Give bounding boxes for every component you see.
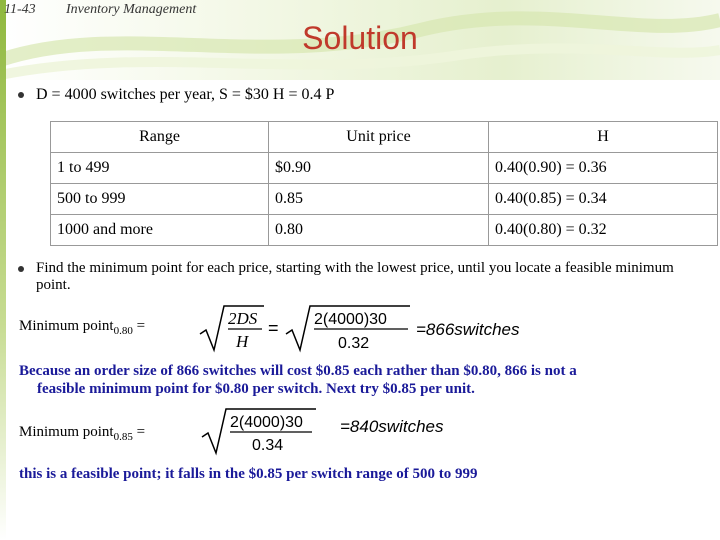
note-not-feasible	[19, 362, 709, 398]
header-h: H	[489, 122, 718, 153]
bullet-dot	[18, 266, 24, 272]
header-unit-price: Unit price	[269, 122, 489, 153]
table-row	[51, 215, 718, 246]
bullet-dot	[18, 92, 24, 98]
min-label-subscript: 0.85	[113, 431, 133, 443]
formula-result: =866switches	[416, 320, 520, 339]
min-label-text: Minimum point	[19, 318, 114, 334]
table-cell: $0.90	[269, 153, 489, 184]
instruction-text: Find the minimum point for each price, starting with the lowest price, until you locate a feasible minimum point.	[36, 260, 674, 293]
slide-subject: Inventory Management	[66, 2, 197, 17]
note-line-2: feasible minimum point for $0.80 per switch. Next try $0.85 per unit.	[37, 381, 475, 397]
formula-result: =840switches	[340, 417, 444, 436]
table-cell: 0.40(0.80) = 0.32	[489, 215, 718, 246]
table-cell: 1 to 499	[51, 153, 269, 184]
note-line-1: Because an order size of 866 switches will cost $0.85 each rather than $0.80, 866 is not a	[19, 363, 577, 379]
min-label-eq: =	[132, 424, 146, 440]
table-cell: 0.40(0.85) = 0.34	[489, 184, 718, 215]
table-cell: 1000 and more	[51, 215, 269, 246]
formula-num: 2(4000)30	[230, 414, 303, 431]
eoq-formula-080	[198, 302, 568, 354]
min-label-eq: =	[132, 318, 146, 334]
given-values-text: D = 4000 switches per year, S = $30 H = 0.4 P	[36, 86, 335, 103]
eoq-formula-085	[200, 405, 500, 457]
formula-rhs-den: 0.32	[338, 335, 370, 352]
table-cell: 0.85	[269, 184, 489, 215]
left-accent-bar	[0, 0, 6, 540]
table-row	[51, 153, 718, 184]
formula-lhs-den: H	[236, 332, 249, 351]
table-cell: 0.80	[269, 215, 489, 246]
table-header-row	[51, 122, 718, 153]
price-table	[50, 121, 718, 246]
svg-text:=: =	[268, 318, 279, 338]
table-cell: 500 to 999	[51, 184, 269, 215]
slide-title: Solution	[302, 20, 418, 56]
formula-rhs-num: 2(4000)30	[314, 311, 387, 328]
note-feasible: this is a feasible point; it falls in the $0.85 per switch range of 500 to 999	[19, 466, 478, 482]
min-label-text: Minimum point	[19, 424, 114, 440]
formula-den: 0.34	[252, 437, 284, 454]
min-point-085-label	[19, 424, 145, 443]
table-row	[51, 184, 718, 215]
slide-number: 11-43	[4, 2, 36, 17]
formula-lhs-num: 2DS	[228, 309, 258, 328]
min-label-subscript: 0.80	[113, 325, 133, 337]
header-range: Range	[51, 122, 269, 153]
min-point-080-label	[19, 318, 145, 337]
table-cell: 0.40(0.90) = 0.36	[489, 153, 718, 184]
